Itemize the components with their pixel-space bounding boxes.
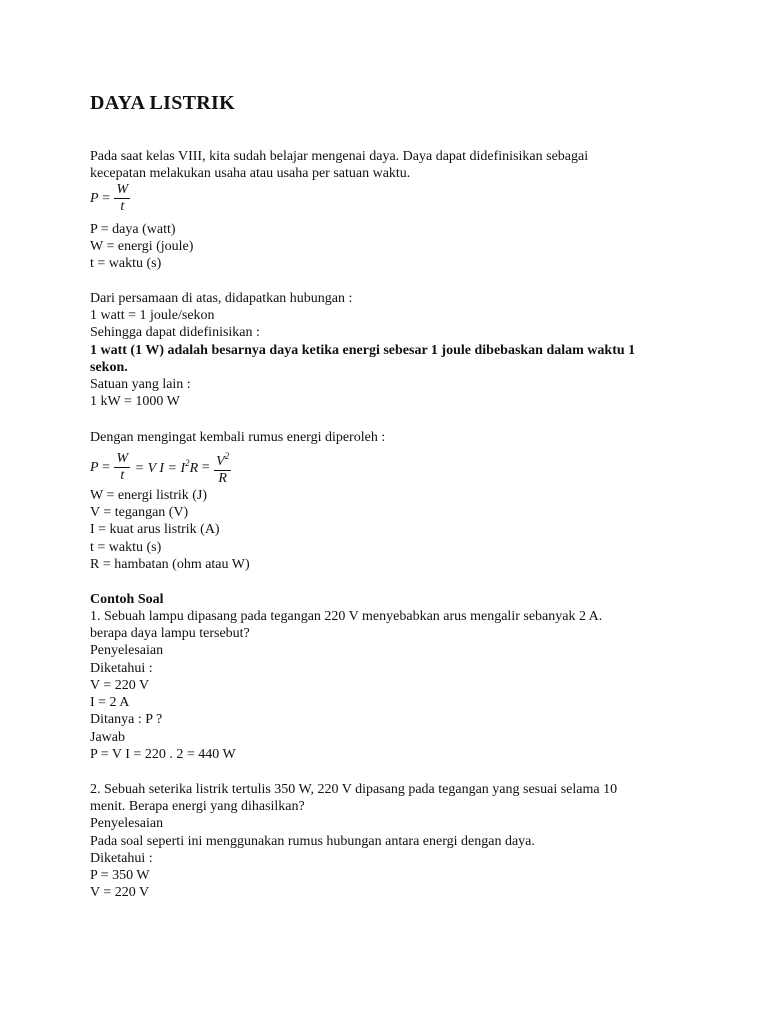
example2-line: P = 350 W bbox=[90, 868, 150, 883]
formula-denominator: t bbox=[120, 199, 125, 214]
formula2-num1: W bbox=[116, 451, 129, 466]
formula2-den2: R bbox=[218, 471, 227, 486]
formula2-fraction-2 bbox=[214, 448, 231, 487]
definition-bold-line: sekon. bbox=[90, 360, 128, 375]
intro-line-2: kecepatan melakukan usaha atau usaha per satuan waktu. bbox=[90, 166, 411, 181]
formula-lhs: P bbox=[90, 190, 99, 206]
formula2-eq1: = bbox=[102, 459, 110, 475]
example1-line: V = 220 V bbox=[90, 678, 150, 693]
example2-line: V = 220 V bbox=[90, 885, 150, 900]
formula2-num2 bbox=[214, 448, 231, 471]
power-energy-formula bbox=[90, 448, 232, 487]
formula2-p: P bbox=[90, 459, 99, 475]
formula-fraction bbox=[114, 182, 130, 215]
energy-intro: Dengan mengingat kembali rumus energi diperoleh : bbox=[90, 430, 386, 445]
variable-definition: R = hambatan (ohm atau W) bbox=[90, 557, 250, 572]
example1-line: Penyelesaian bbox=[90, 643, 164, 658]
variable-definition: I = kuat arus listrik (A) bbox=[90, 522, 220, 537]
example2-line: Pada soal seperti ini menggunakan rumus hubungan antara energi dengan daya. bbox=[90, 834, 535, 849]
example2-line: Diketahui : bbox=[90, 851, 153, 866]
variable-definition: t = waktu (s) bbox=[90, 540, 162, 555]
example1-line: Jawab bbox=[90, 730, 125, 745]
power-formula bbox=[90, 182, 131, 215]
example1-line: berapa daya lampu tersebut? bbox=[90, 626, 250, 641]
example1-line: Diketahui : bbox=[90, 661, 153, 676]
formula-numerator: W bbox=[116, 182, 129, 197]
formula2-square: 2 bbox=[185, 458, 190, 468]
definition-line: P = daya (watt) bbox=[90, 222, 176, 237]
intro-line-1: Pada saat kelas VIII, kita sudah belajar mengenai daya. Daya dapat didefinisikan sebagai bbox=[90, 149, 589, 164]
relation-line: 1 watt = 1 joule/sekon bbox=[90, 308, 215, 323]
variable-definition: V = tegangan (V) bbox=[90, 505, 189, 520]
formula2-middle bbox=[135, 458, 199, 477]
relation-line: Dari persamaan di atas, didapatkan hubungan : bbox=[90, 291, 353, 306]
relation-line: 1 kW = 1000 W bbox=[90, 394, 180, 409]
relation-line: Sehingga dapat didefinisikan : bbox=[90, 325, 260, 340]
formula2-r: R bbox=[189, 461, 199, 476]
variable-definition: W = energi listrik (J) bbox=[90, 488, 208, 503]
formula2-mid: = V I = I bbox=[134, 461, 186, 476]
example1-line: P = V I = 220 . 2 = 440 W bbox=[90, 747, 236, 762]
example-heading: Contoh Soal bbox=[90, 592, 164, 607]
page-title: DAYA LISTRIK bbox=[90, 92, 235, 114]
example2-line: Penyelesaian bbox=[90, 816, 164, 831]
definition-line: W = energi (joule) bbox=[90, 239, 194, 254]
example2-line: 2. Sebuah seterika listrik tertulis 350 W, 220 V dipasang pada tegangan yang sesuai selama 10 bbox=[90, 782, 618, 797]
example1-line: I = 2 A bbox=[90, 695, 130, 710]
formula2-num2-v: V bbox=[216, 454, 225, 469]
example1-line: 1. Sebuah lampu dipasang pada tegangan 220 V menyebabkan arus mengalir sebanyak 2 A. bbox=[90, 609, 603, 624]
formula2-num2-square: 2 bbox=[224, 451, 230, 461]
formula2-den1: t bbox=[120, 468, 125, 483]
definition-bold-line: 1 watt (1 W) adalah besarnya daya ketika energi sebesar 1 joule dibebaskan dalam waktu 1 bbox=[90, 343, 636, 358]
definition-line: t = waktu (s) bbox=[90, 256, 162, 271]
example1-line: Ditanya : P ? bbox=[90, 712, 163, 727]
formula-equals: = bbox=[102, 190, 110, 206]
formula2-fraction-1 bbox=[114, 451, 130, 484]
example2-line: menit. Berapa energi yang dihasilkan? bbox=[90, 799, 305, 814]
formula2-eq2: = bbox=[201, 459, 210, 475]
relation-line: Satuan yang lain : bbox=[90, 377, 191, 392]
